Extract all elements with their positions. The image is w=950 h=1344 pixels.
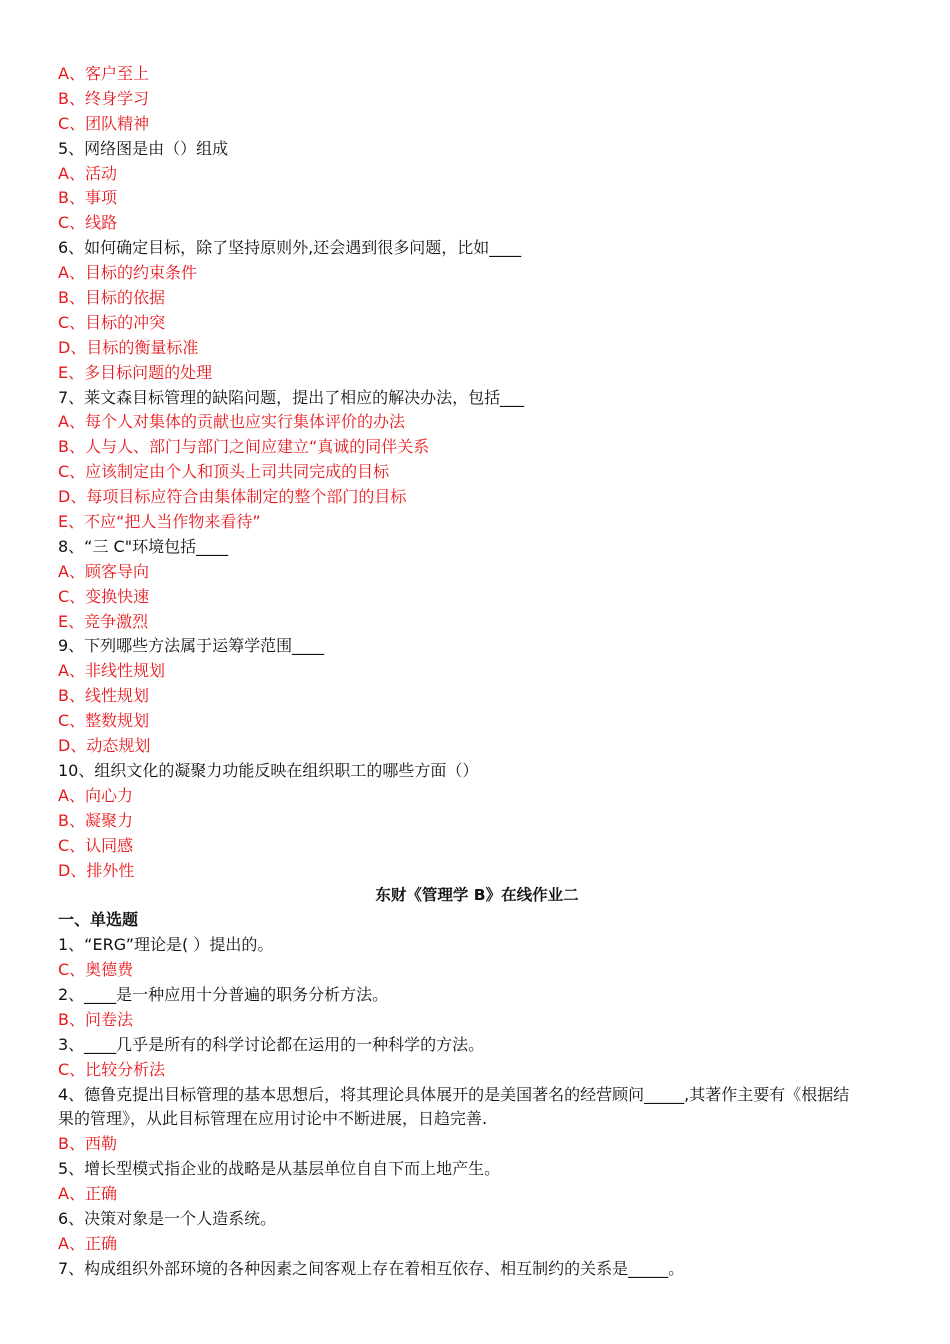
question-line: 9、下列哪些方法属于运筹学范围____	[58, 636, 325, 656]
answer-line: C、比较分析法	[58, 1059, 166, 1079]
section-title: 东财《管理学 B》在线作业二	[375, 886, 579, 905]
answer-line: A、正确	[58, 1233, 117, 1253]
answer-line: A、顾客导向	[58, 561, 149, 581]
answer-line: B、目标的依据	[58, 288, 165, 308]
answer-line: B、人与人、部门与部门之间应建立“真诚的同伴关系	[58, 437, 430, 457]
answer-line: C、应该制定由个人和顶头上司共同完成的目标	[58, 462, 390, 482]
answer-line: B、西勒	[58, 1134, 117, 1154]
question-line: 6、决策对象是一个人造系统。	[58, 1208, 277, 1228]
answer-line: A、客户至上	[58, 64, 149, 83]
question-line: 2、____是一种应用十分普遍的职务分析方法。	[58, 984, 389, 1004]
answer-line: C、团队精神	[58, 113, 150, 133]
answer-line: C、整数规划	[58, 711, 150, 731]
question-line: 果的管理》，从此目标管理在应用讨论中不断进展，日趋完善.	[58, 1109, 488, 1129]
question-line: 4、德鲁克提出目标管理的基本思想后，将其理论具体展开的是美国著名的经营顾问_____,其著作主要有《根据结	[58, 1084, 850, 1104]
answer-line: A、非线性规划	[58, 661, 165, 681]
answer-line: C、变换快速	[58, 586, 150, 606]
answer-line: E、不应“把人当作物来看待”	[58, 512, 261, 532]
answer-line: B、问卷法	[58, 1009, 133, 1029]
answer-line: A、目标的约束条件	[58, 263, 197, 283]
answer-line: D、动态规划	[58, 736, 151, 756]
question-line: 6、如何确定目标，除了坚持原则外,还会遇到很多问题，比如____	[58, 238, 522, 258]
answer-line: C、线路	[58, 213, 118, 233]
answer-line: B、终身学习	[58, 88, 149, 108]
question-line: 8、“三 C"环境包括____	[58, 536, 229, 556]
answer-line: A、活动	[58, 163, 117, 183]
answer-line: C、认同感	[58, 835, 134, 855]
question-line: 3、____几乎是所有的科学讨论都在运用的一种科学的方法。	[58, 1034, 485, 1054]
section-heading: 一、单选题	[58, 910, 139, 930]
question-line: 7、构成组织外部环境的各种因素之间客观上存在着相互依存、相互制约的关系是_____。	[58, 1258, 685, 1278]
answer-line: D、目标的衡量标准	[58, 337, 199, 357]
answer-line: D、排外性	[58, 860, 135, 880]
answer-line: A、每个人对集体的贡献也应实行集体评价的办法	[58, 412, 405, 432]
answer-line: B、事项	[58, 188, 117, 208]
question-line: 1、“ERG”理论是( ）提出的。	[58, 935, 274, 955]
answer-line: A、向心力	[58, 785, 133, 805]
answer-line: A、正确	[58, 1184, 117, 1204]
answer-line: E、多目标问题的处理	[58, 362, 213, 382]
answer-line: C、奥德费	[58, 960, 134, 980]
question-line: 7、莱文森目标管理的缺陷问题，提出了相应的解决办法，包括___	[58, 387, 525, 407]
document-page	[58, 62, 896, 1282]
question-line: 5、网络图是由（）组成	[58, 138, 229, 158]
answer-line: D、每项目标应符合由集体制定的整个部门的目标	[58, 487, 407, 507]
answer-line: B、凝聚力	[58, 810, 133, 830]
answer-line: B、线性规划	[58, 686, 149, 706]
question-line: 10、组织文化的凝聚力功能反映在组织职工的哪些方面（）	[58, 760, 479, 780]
answer-line: C、目标的冲突	[58, 312, 166, 332]
answer-line: E、竞争激烈	[58, 611, 149, 631]
question-line: 5、增长型模式指企业的战略是从基层单位自自下而上地产生。	[58, 1159, 501, 1179]
